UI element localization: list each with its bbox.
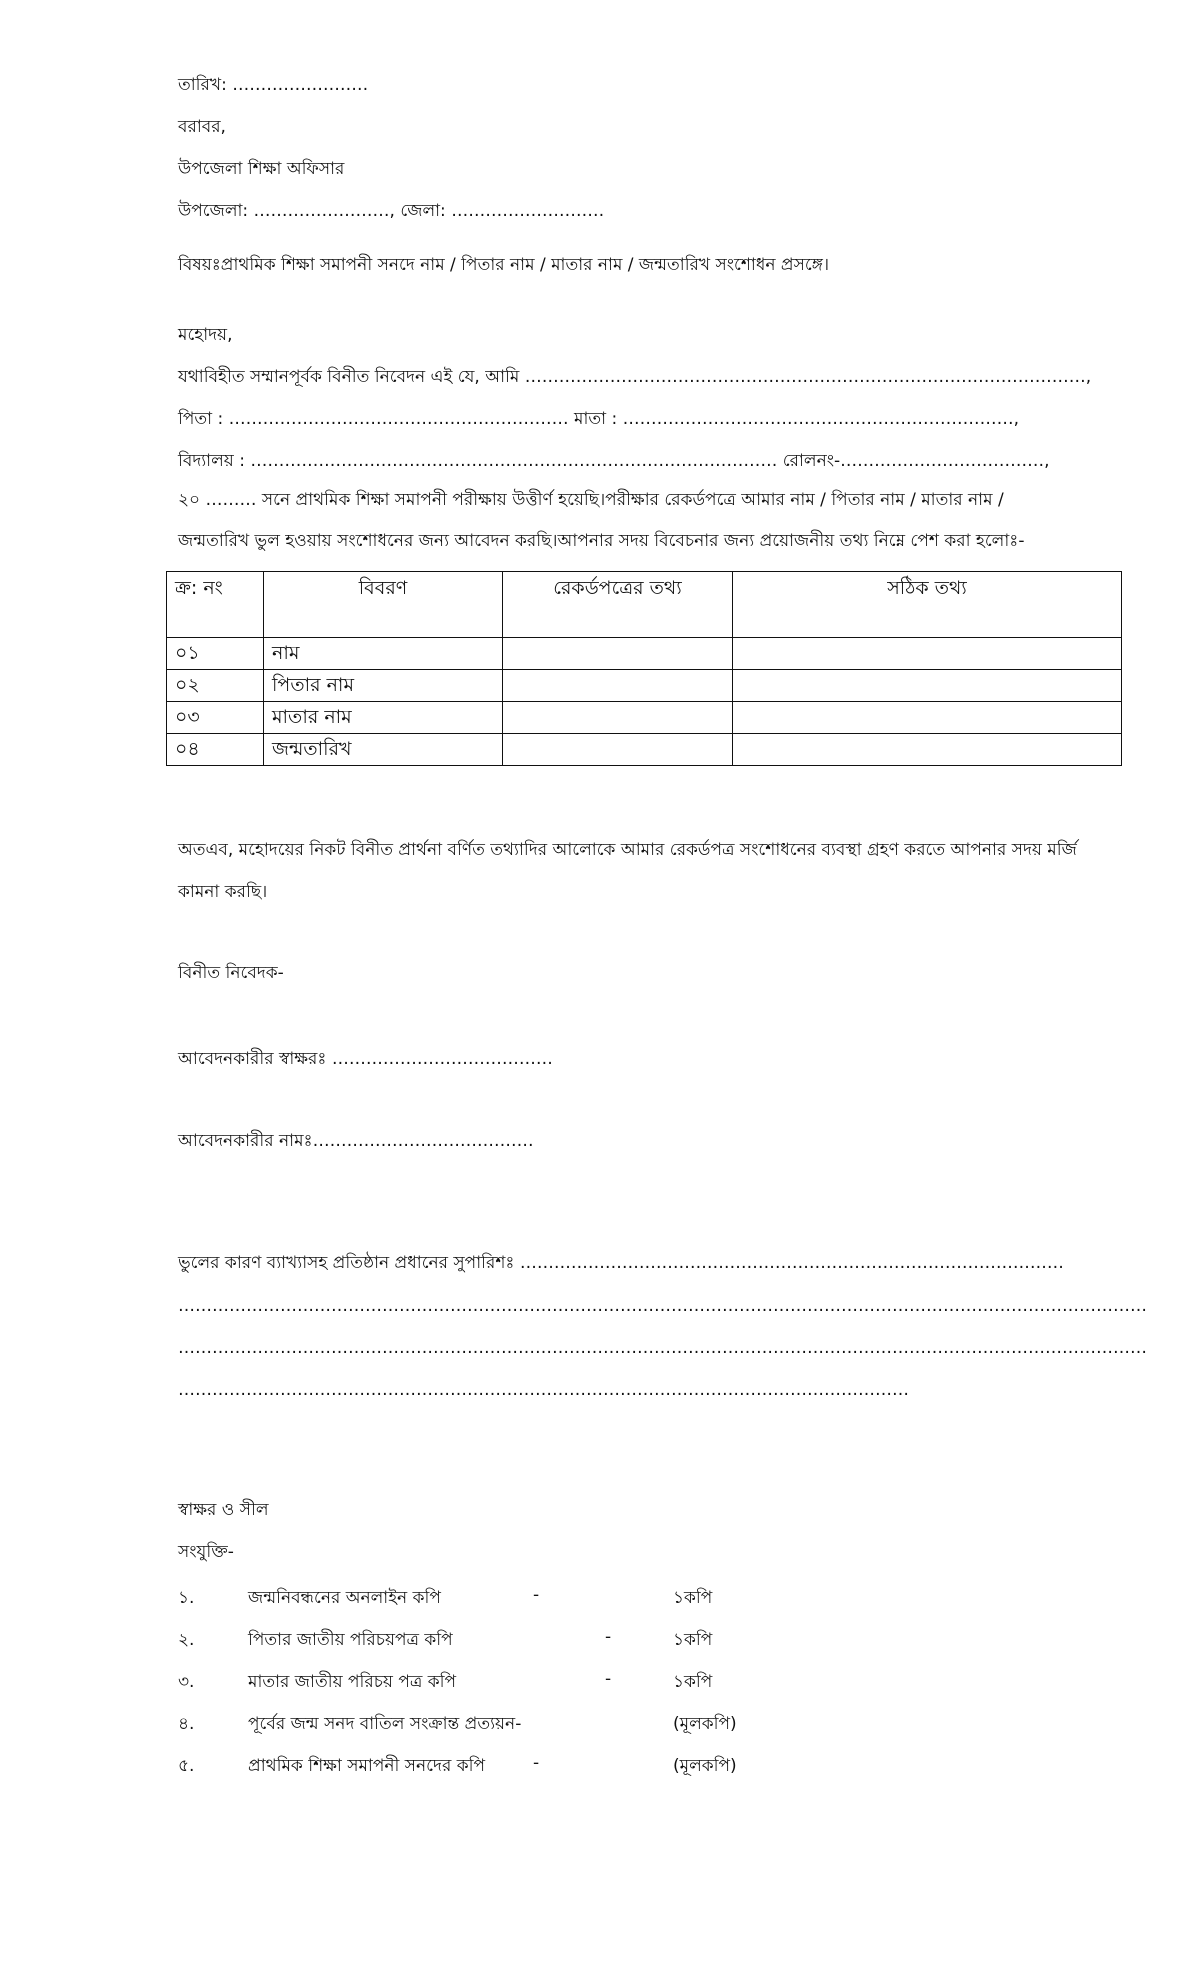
row-record-cell[interactable] xyxy=(503,702,733,734)
row-correct-cell[interactable] xyxy=(733,638,1122,670)
row-serial: ০১ xyxy=(167,638,264,670)
subject: বিষয়ঃপ্রাথমিক শিক্ষা সমাপনী সনদে নাম / পিতার নাম / মাতার নাম / জন্মতারিখ সংশোধন প্রসঙ্গে। xyxy=(178,255,830,275)
attachment-copy: (মূলকপি) xyxy=(673,1756,737,1776)
col-header-record-info: রেকর্ডপত্রের তথ্য xyxy=(503,572,733,638)
dotted-line: ………………………………………………………………………………………………………………… xyxy=(178,1380,909,1400)
col-header-description: বিবরণ xyxy=(264,572,503,638)
attachment-number: ১. xyxy=(178,1588,195,1608)
yours-faithfully: বিনীত নিবেদক- xyxy=(178,963,284,983)
row-correct-cell[interactable] xyxy=(733,734,1122,766)
applicant-name-line: আবেদনকারীর নামঃ………………………………… xyxy=(178,1131,534,1151)
attachment-text: প্রাথমিক শিক্ষা সমাপনী সনদের কপি xyxy=(248,1756,486,1776)
col-header-serial: ক্র: নং xyxy=(167,572,264,638)
attachment-copy: ১কপি xyxy=(673,1672,713,1692)
row-record-cell[interactable] xyxy=(503,670,733,702)
attachment-number: ৪. xyxy=(178,1714,195,1734)
table-header-row xyxy=(167,572,1122,638)
closing-para-line-2: কামনা করছি। xyxy=(178,882,268,902)
row-record-cell[interactable] xyxy=(503,638,733,670)
body-line-1: যথাবিহীত সম্মানপূর্বক বিনীত নিবেদন এই যে, আমি ………………………………………………………………………………………, xyxy=(178,367,1092,387)
row-item: জন্মতারিখ xyxy=(264,734,503,766)
attachment-text: জন্মনিবন্ধনের অনলাইন কপি xyxy=(248,1588,441,1608)
attachment-text: পূর্বের জন্ম সনদ বাতিল সংক্রান্ত প্রত্যয়ন- xyxy=(248,1714,522,1734)
dotted-line: ……………………………………………………………………………………………………………………………………………………… xyxy=(178,1338,1147,1358)
row-correct-cell[interactable] xyxy=(733,670,1122,702)
table-row xyxy=(167,734,1122,766)
recommendation-line: ভুলের কারণ ব্যাখ্যাসহ প্রতিষ্ঠান প্রধানের সুপারিশঃ …………………………………………………………………………………… xyxy=(178,1253,1064,1273)
attachment-dash: - xyxy=(605,1627,612,1647)
date-line: তারিখ: …………………… xyxy=(178,75,369,95)
salutation: মহোদয়, xyxy=(178,325,233,345)
row-record-cell[interactable] xyxy=(503,734,733,766)
row-item: পিতার নাম xyxy=(264,670,503,702)
attachment-number: ২. xyxy=(178,1630,195,1650)
col-header-correct-info: সঠিক তথ্য xyxy=(733,572,1122,638)
recipient: উপজেলা শিক্ষা অফিসার xyxy=(178,159,345,179)
attachment-number: ৫. xyxy=(178,1756,195,1776)
body-line-2: পিতা : …………………………………………………… মাতা : ……………………………………………………………, xyxy=(178,409,1020,429)
body-line-5: জন্মতারিখ ভুল হওয়ায় সংশোধনের জন্য আবেদন করছি।আপনার সদয় বিবেচনার জন্য প্রয়োজনীয় তথ্য নিম্নে পেশ করা হলোঃ- xyxy=(178,531,1025,551)
body-line-3: বিদ্যালয় : ………………………………………………………………………………… রোলনং-………………………………, xyxy=(178,451,1050,471)
table-row xyxy=(167,702,1122,734)
attachment-copy: (মূলকপি) xyxy=(673,1714,737,1734)
row-item: মাতার নাম xyxy=(264,702,503,734)
correction-table xyxy=(166,571,1122,766)
attachment-text: পিতার জাতীয় পরিচয়পত্র কপি xyxy=(248,1630,453,1650)
attachments-title: সংযুক্তি- xyxy=(178,1542,234,1562)
attachment-dash: - xyxy=(533,1585,540,1605)
dotted-line: ……………………………………………………………………………………………………………………………………………………… xyxy=(178,1296,1147,1316)
signature-and-seal: স্বাক্ষর ও সীল xyxy=(178,1500,269,1520)
body-line-4: ২০ ……… সনে প্রাথমিক শিক্ষা সমাপনী পরীক্ষায় উত্তীর্ণ হয়েছি।পরীক্ষার রেকর্ডপত্রে আমার নাম / পিতার নাম / মাতার নাম / xyxy=(178,490,1004,510)
closing-para-line-1: অতএব, মহোদয়ের নিকট বিনীত প্রার্থনা বর্ণিত তথ্যাদির আলোকে আমার রেকর্ডপত্র সংশোধনের ব্যবস্থা গ্রহণ করতে আপনার সদয় মর্জি xyxy=(178,840,1077,860)
row-correct-cell[interactable] xyxy=(733,702,1122,734)
row-item: নাম xyxy=(264,638,503,670)
attachment-dash: - xyxy=(533,1753,540,1773)
table-row xyxy=(167,638,1122,670)
row-serial: ০৪ xyxy=(167,734,264,766)
attachment-dash: - xyxy=(605,1669,612,1689)
attachment-copy: ১কপি xyxy=(673,1588,713,1608)
applicant-signature-line: আবেদনকারীর স্বাক্ষরঃ ………………………………… xyxy=(178,1049,553,1069)
attachment-copy: ১কপি xyxy=(673,1630,713,1650)
attachment-text: মাতার জাতীয় পরিচয় পত্র কপি xyxy=(248,1672,457,1692)
location-line: উপজেলা: ……………………, জেলা: ……………………… xyxy=(178,201,605,221)
row-serial: ০২ xyxy=(167,670,264,702)
to-label: বরাবর, xyxy=(178,117,226,137)
table-row xyxy=(167,670,1122,702)
row-serial: ০৩ xyxy=(167,702,264,734)
attachment-number: ৩. xyxy=(178,1672,195,1692)
